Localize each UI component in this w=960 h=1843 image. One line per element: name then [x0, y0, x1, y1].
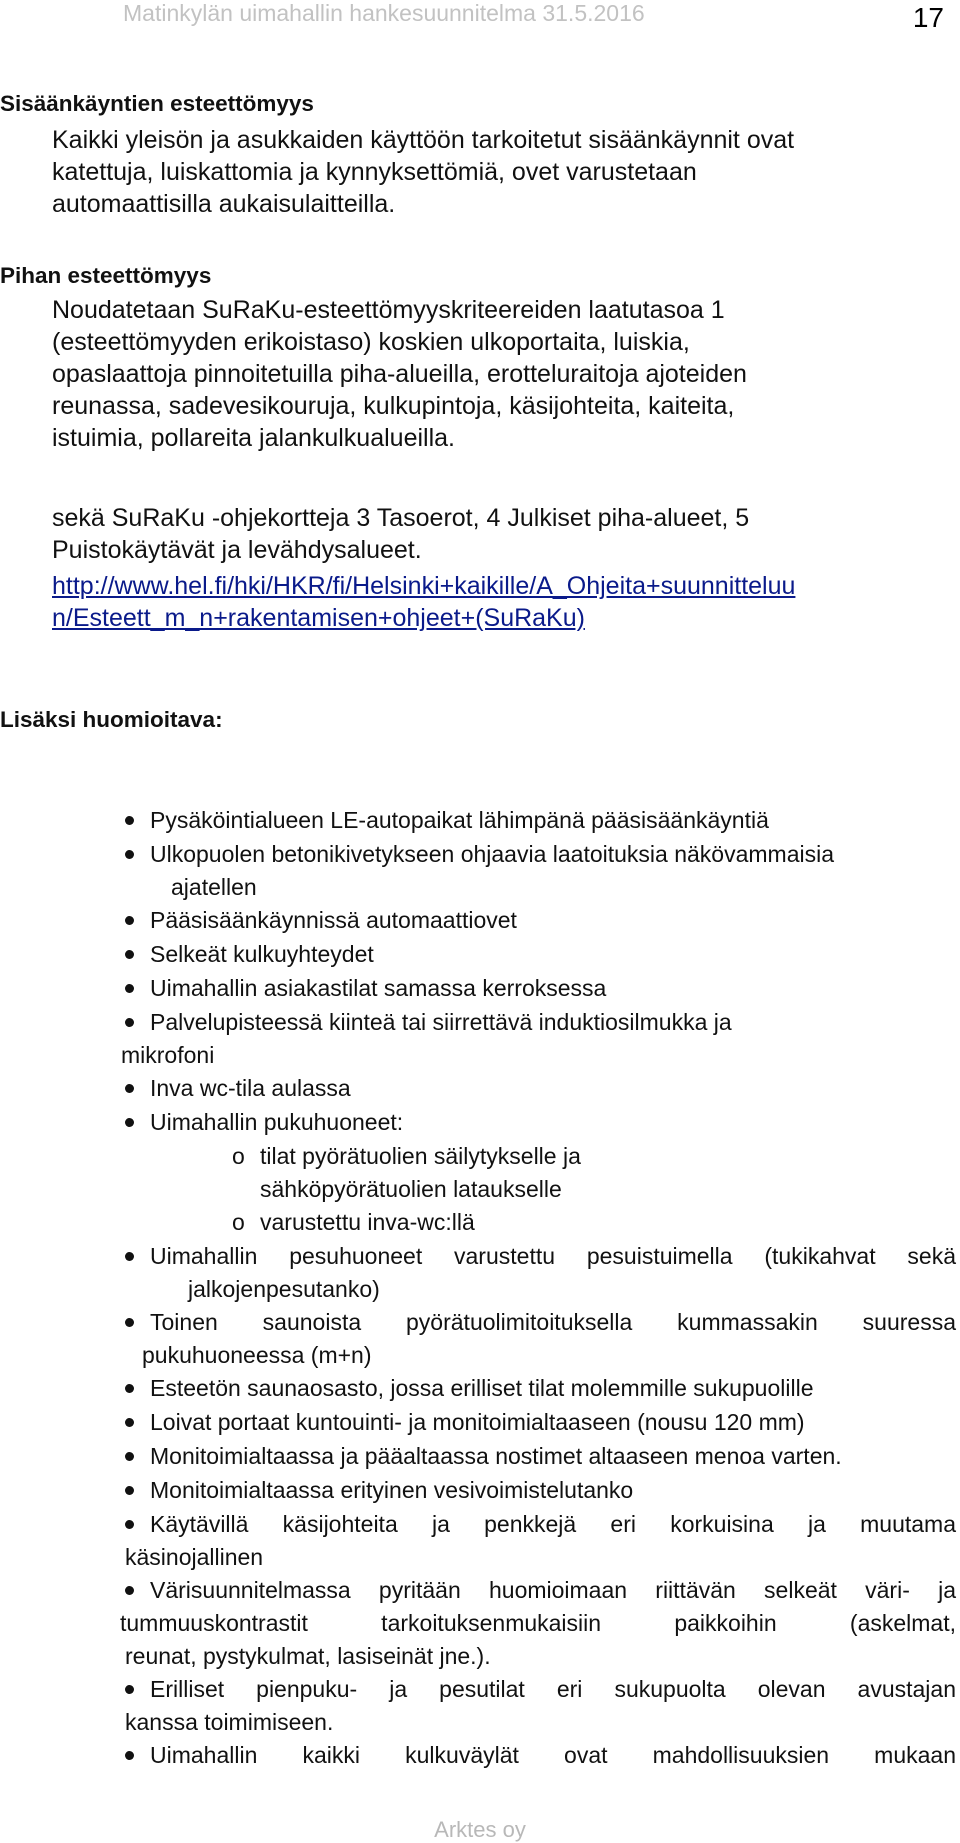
- sub-list-item: o varustettu inva-wc:llä: [0, 1206, 960, 1240]
- paragraph-line: Puistokäytävät ja levähdysalueet.: [52, 536, 422, 564]
- list-item: Käytävillä käsijohteita ja penkkejä eri korkuisina ja muutama käsinojallinen: [125, 1511, 956, 1570]
- sub-bullet-icon: o: [232, 1143, 245, 1169]
- footer-text: Arktes oy: [434, 1817, 526, 1842]
- requirements-list: [0, 804, 960, 1773]
- list-item: Pysäköintialueen LE-autopaikat lähimpänä pääsisäänkäyntiä: [0, 804, 960, 838]
- bullet-icon: [125, 1118, 134, 1127]
- additional-heading: Lisäksi huomioitava:: [0, 707, 223, 732]
- yard-heading: Pihan esteettömyys: [0, 263, 212, 288]
- bullet-icon: [125, 1586, 134, 1595]
- bullet-icon: [125, 1418, 134, 1427]
- bullet-icon: [125, 1520, 134, 1529]
- bullet-icon: [125, 1384, 134, 1393]
- header-title: Matinkylän uimahallin hankesuunnitelma 31.5.2016: [123, 0, 645, 26]
- list-item: Inva wc-tila aulassa: [0, 1072, 960, 1106]
- bullet-icon: [125, 1751, 134, 1760]
- entrances-heading: Sisäänkäyntien esteettömyys: [0, 91, 314, 116]
- list-item: Toinen saunoista pyörätuolimitoituksella kummassakin suuressa pukuhuoneessa (m+n): [0, 1306, 960, 1372]
- list-item: Uimahallin kaikki kulkuväylät ovat mahdollisuuksien mukaan: [0, 1739, 960, 1773]
- paragraph-line: reunassa, sadevesikouruja, kulkupintoja, käsijohteita, kaiteita,: [52, 392, 735, 420]
- link-line[interactable]: n/Esteett_m_n+rakentamisen+ohjeet+(SuRaKu): [52, 604, 585, 632]
- entrances-paragraph: [52, 124, 952, 220]
- bullet-icon: [125, 1318, 134, 1327]
- list-item: Ulkopuolen betonikivetykseen ohjaavia laatoituksia näkövammaisia ajatellen: [0, 838, 960, 904]
- link-line[interactable]: http://www.hel.fi/hki/HKR/fi/Helsinki+kaikille/A_Ohjeita+suunnitteluu: [52, 572, 796, 600]
- paragraph-line: istuimia, pollareita jalankulkualueilla.: [52, 424, 455, 452]
- paragraph-line: Kaikki yleisön ja asukkaiden käyttöön tarkoitetut sisäänkäynnit ovat: [52, 126, 795, 154]
- page-number: 17: [912, 2, 944, 33]
- yard-guidecards-paragraph: [52, 502, 952, 566]
- list-item: Uimahallin pukuhuoneet:: [0, 1106, 960, 1140]
- paragraph-line: Noudatetaan SuRaKu-esteettömyyskriteereiden laatutasoa 1: [52, 296, 725, 324]
- list-item: Loivat portaat kuntouinti- ja monitoimialtaaseen (nousu 120 mm): [0, 1406, 960, 1440]
- sub-bullet-icon: o: [232, 1209, 245, 1235]
- list-item: Uimahallin asiakastilat samassa kerroksessa: [0, 972, 960, 1006]
- bullet-icon: [125, 950, 134, 959]
- bullet-icon: [125, 984, 134, 993]
- suraku-link[interactable]: [52, 570, 952, 634]
- paragraph-line: sekä SuRaKu -ohjekortteja 3 Tasoerot, 4 Julkiset piha-alueet, 5: [52, 504, 750, 532]
- list-item: Esteetön saunaosasto, jossa erilliset tilat molemmille sukupuolille: [0, 1372, 960, 1406]
- list-item: Monitoimialtaassa ja pääaltaassa nostimet altaaseen menoa varten.: [0, 1440, 960, 1474]
- paragraph-line: opaslaattoja pinnoitetuilla piha-alueilla, erotteluraitoja ajoteiden: [52, 360, 747, 388]
- paragraph-line: automaattisilla aukaisulaitteilla.: [52, 190, 396, 218]
- list-item: Erilliset pienpuku- ja pesutilat eri sukupuolta olevan avustajan kanssa toimimiseen.: [125, 1676, 956, 1735]
- bullet-icon: [125, 850, 134, 859]
- list-item: Monitoimialtaassa erityinen vesivoimistelutanko: [0, 1474, 960, 1508]
- list-item: Pääsisäänkäynnissä automaattiovet: [0, 904, 960, 938]
- bullet-icon: [125, 916, 134, 925]
- bullet-icon: [125, 1685, 134, 1694]
- bullet-icon: [125, 1252, 134, 1261]
- bullet-icon: [125, 1452, 134, 1461]
- sub-list-item: o tilat pyörätuolien säilytykselle ja sähköpyörätuolien lataukselle: [0, 1140, 960, 1206]
- paragraph-line: (esteettömyyden erikoistaso) koskien ulkoportaita, luiskia,: [52, 328, 690, 356]
- list-item: Värisuunnitelmassa pyritään huomioimaan riittävän selkeät väri- ja tummuuskontrastit tarkoituksenmukaisiin paikkoihin (askelmat, reunat, pystykulmat, lasiseinät jne.).: [120, 1577, 956, 1669]
- yard-paragraph: [52, 294, 952, 454]
- bullet-icon: [125, 1486, 134, 1495]
- bullet-icon: [125, 1084, 134, 1093]
- list-item: Uimahallin pesuhuoneet varustettu pesuistuimella (tukikahvat sekä jalkojenpesutanko): [0, 1240, 960, 1306]
- paragraph-line: katettuja, luiskattomia ja kynnyksettömiä, ovet varustetaan: [52, 158, 697, 186]
- list-item: Palvelupisteessä kiinteä tai siirrettävä induktiosilmukka ja mikrofoni: [121, 1009, 732, 1068]
- bullet-icon: [125, 1018, 134, 1027]
- bullet-icon: [125, 816, 134, 825]
- list-item: Selkeät kulkuyhteydet: [0, 938, 960, 972]
